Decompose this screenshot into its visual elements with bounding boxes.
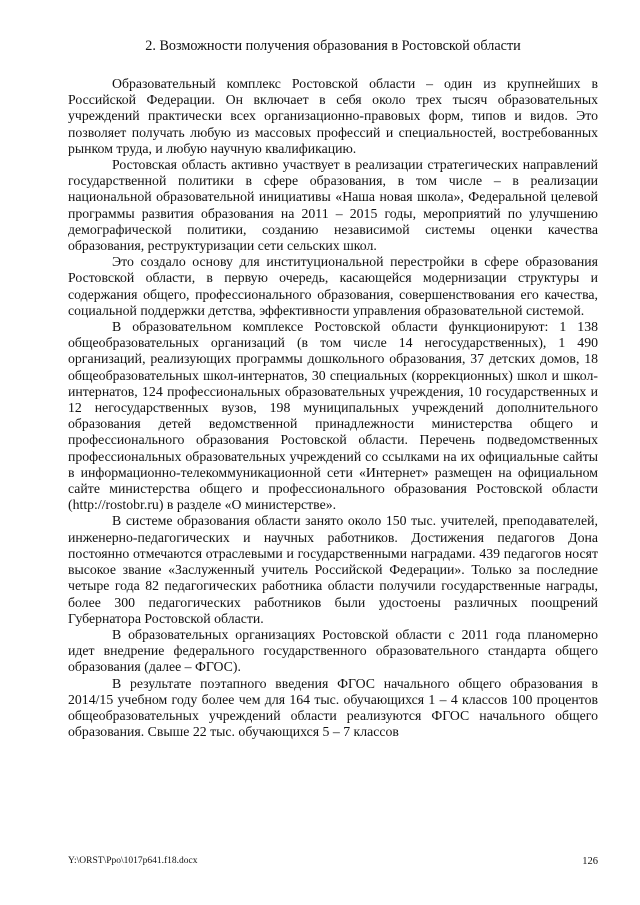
document-body xyxy=(68,76,598,740)
paragraph: В системе образования области занято около 150 тыс. учителей, преподавателей, инженерно-педагогических и научных работников. Достижения педагогов Дона постоянно отмечаются отраслевыми и государственными наградами. 439 педагогов носят высокое звание «Заслуженный учитель Российской Федерации». Только за последние четыре года 82 педагогических работника области получили государственные награды, более 300 педагогических работников были удостоены различных поощрений Губернатора Ростовской области. xyxy=(68,513,598,626)
paragraph: В образовательном комплексе Ростовской области функционируют: 1 138 общеобразовательных организаций (в том числе 14 негосударственных), 1 490 организаций, реализующих программы дошкольного образования, 37 детских домов, 18 общеобразовательных школ-интернатов, 30 специальных (коррекционных) школ и школ-интернатов, 124 профессиональных образовательных учреждения, 10 государственных и 12 негосударственных вузов, 198 муниципальных учреждений дополнительного образования детей ведомственной принадлежности министерства общего и профессионального образования Ростовской области. Перечень подведомственных профессиональных образовательных учреждений со ссылками на их официальные сайты в информационно-телекоммуникационной сети «Интернет» размещен на официальном сайте министерства общего и профессионального образования Ростовской области (http://rostobr.ru) в разделе «О министерстве». xyxy=(68,319,598,513)
page-number: 126 xyxy=(582,856,598,867)
paragraph: В образовательных организациях Ростовской области с 2011 года планомерно идет внедрение федерального государственного образовательного стандарта общего образования (далее – ФГОС). xyxy=(68,626,598,675)
paragraph: Образовательный комплекс Ростовской области – один из крупнейших в Российской Федерации. Он включает в себя около трех тысяч образовательных учреждений практически всех организационно-правовых форм, типов и видов. Это позволяет получать любую из массовых профессий и специальностей, востребованных рынком труда, и любую научную квалификацию. xyxy=(68,76,598,156)
paragraph: Это создало основу для институциональной перестройки в сфере образования Ростовской области, в первую очередь, касающейся модернизации структуры и содержания общего, профессионального образования, совершенствования его качества, социальной поддержки детства, эффективности управления образовательной системой. xyxy=(68,254,598,318)
section-heading: 2. Возможности получения образования в Ростовской области xyxy=(145,38,521,54)
footer-file-path: Y:\ORST\Ppo\1017p641.f18.docx xyxy=(68,856,198,866)
paragraph: В результате поэтапного введения ФГОС начального общего образования в 2014/15 учебном году более чем для 164 тыс. обучающихся 1 – 4 классов 100 процентов общеобразовательных учреждений области реализуются ФГОС начального общего образования. Свыше 22 тыс. обучающихся 5 – 7 классов xyxy=(68,675,598,740)
paragraph: Ростовская область активно участвует в реализации стратегических направлений государственной политики в сфере образования, в том числе – в реализации национальной образовательной инициативы «Наша новая школа», Федеральной целевой программы развития образования на 2011 – 2015 годы, мероприятий по улучшению демографической политики, созданию независимой системы оценки качества образования, реструктуризации сети сельских школ. xyxy=(68,157,598,254)
